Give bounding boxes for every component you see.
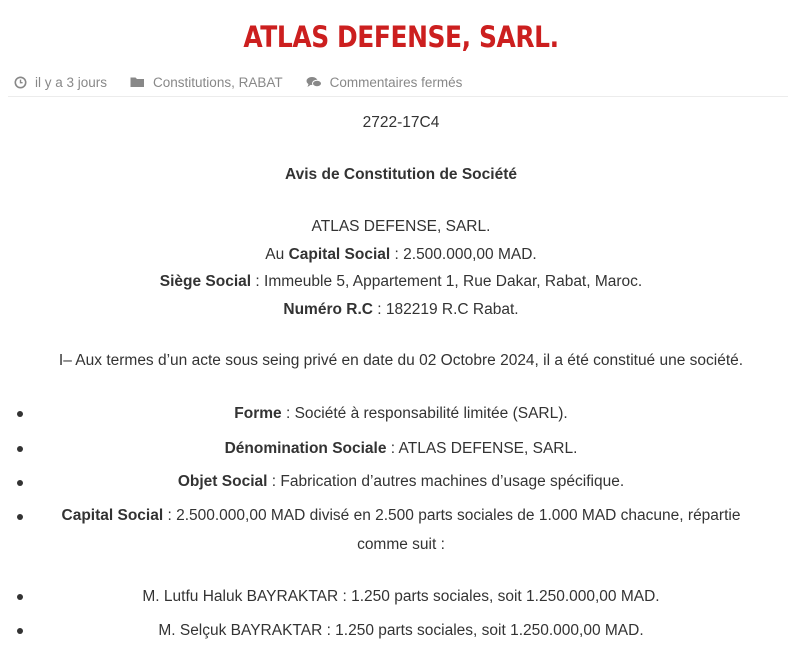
associate-2: M. Selçuk BAYRAKTAR : 1.250 parts sociales, soit 1.250.000,00 MAD.	[158, 622, 644, 639]
denomination-line	[0, 440, 802, 458]
siege-line	[0, 273, 802, 291]
item-value: : 2.500.000,00 MAD divisé en 2.500 parts sociales de 1.000 MAD chacune, répartie	[163, 507, 741, 524]
post-date	[14, 75, 107, 90]
capital-value: : 2.500.000,00 MAD.	[390, 246, 537, 263]
post-categories-link[interactable]: Constitutions, RABAT	[153, 74, 283, 90]
post-categories[interactable]	[130, 75, 283, 90]
post-date-text: il y a 3 jours	[35, 74, 108, 90]
item-value: : ATLAS DEFENSE, SARL.	[386, 440, 578, 457]
capital-prefix: Au	[265, 246, 289, 263]
item-label: Capital Social	[61, 507, 164, 524]
siege-label: Siège Social	[159, 273, 252, 290]
post-comments-text: Commentaires fermés	[329, 74, 463, 90]
capital-item-line	[0, 507, 802, 525]
item-label: Forme	[234, 405, 282, 422]
capital-label: Capital Social	[288, 246, 391, 263]
notice-title	[0, 166, 802, 184]
item-value: : Société à responsabilité limitée (SARL).	[281, 405, 568, 422]
post-title: ATLAS DEFENSE, SARL.	[243, 20, 559, 54]
comments-icon	[306, 76, 322, 89]
item-value: : Fabrication d’autres machines d’usage spécifique.	[267, 473, 625, 490]
rc-value: : 182219 R.C Rabat.	[372, 301, 519, 318]
associate-1: M. Lutfu Haluk BAYRAKTAR : 1.250 parts sociales, soit 1.250.000,00 MAD.	[142, 588, 660, 605]
folder-icon	[130, 76, 145, 88]
company-name: ATLAS DEFENSE, SARL.	[311, 218, 491, 235]
reference-number: 2722-17C4	[362, 114, 440, 131]
capital-line	[0, 246, 802, 264]
siege-value: : Immeuble 5, Appartement 1, Rue Dakar, Rabat, Maroc.	[251, 273, 643, 290]
item-label: Dénomination Sociale	[224, 440, 387, 457]
post-meta	[14, 72, 485, 92]
rc-label: Numéro R.C	[283, 301, 373, 318]
meta-divider	[8, 96, 788, 97]
post-comments	[306, 75, 463, 90]
notice-title-text: Avis de Constitution de Société	[285, 166, 517, 183]
item-label: Objet Social	[177, 473, 268, 490]
objet-line	[0, 473, 802, 491]
forme-line	[0, 405, 802, 423]
intro-paragraph: I– Aux termes d’un acte sous seing privé en date du 02 Octobre 2024, il a été constitué une société.	[58, 352, 744, 369]
rc-line	[0, 301, 802, 319]
clock-icon	[14, 76, 27, 89]
capital-item-cont: comme suit :	[357, 536, 445, 553]
